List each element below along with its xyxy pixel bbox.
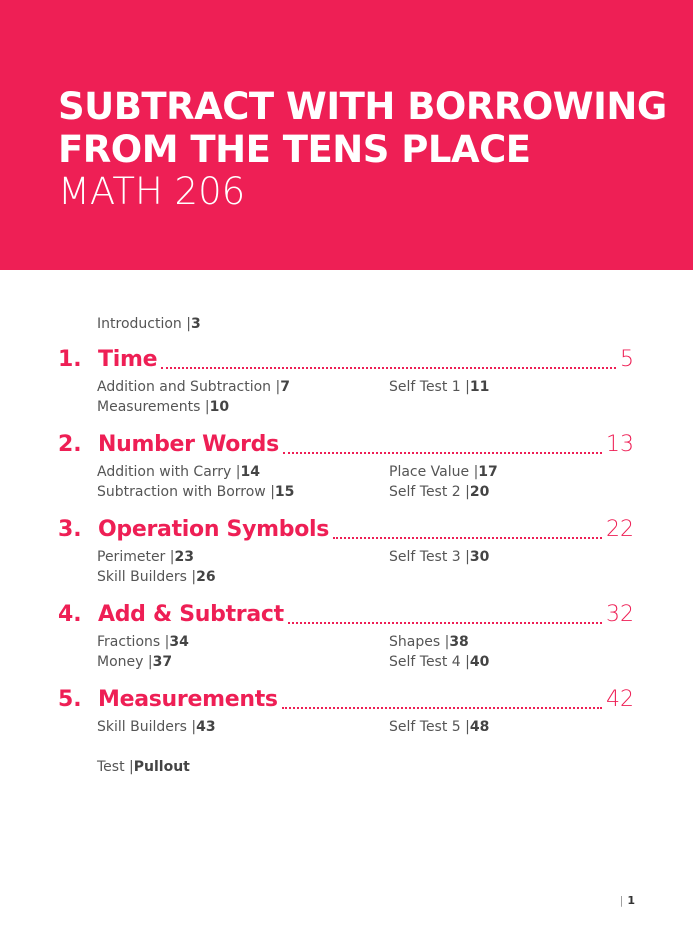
page-separator: | [275, 379, 281, 395]
subsection-label: Shapes [389, 634, 441, 650]
page-separator: | [204, 399, 210, 415]
introduction-label: Introduction [97, 316, 182, 332]
test-entry[interactable] [97, 759, 190, 775]
section-page: 32 [606, 602, 634, 627]
subsection-page: 37 [152, 654, 173, 670]
subsection-label: Measurements [97, 399, 201, 415]
subsection-label: Money [97, 654, 144, 670]
section-page: 42 [606, 687, 634, 712]
title-line-1: SUBTRACT WITH BORROWING [58, 85, 667, 128]
subsection-page: 48 [469, 719, 490, 735]
dot-leader [333, 537, 602, 539]
subsection-page: 20 [469, 484, 490, 500]
subsection-entry[interactable] [97, 719, 216, 735]
page-separator: | [164, 634, 170, 650]
subsection-page: 10 [209, 399, 230, 415]
section-page: 13 [606, 432, 634, 457]
test-page: Pullout [133, 759, 190, 775]
subsection-entry[interactable] [97, 549, 194, 565]
page-separator: | [465, 549, 470, 565]
section-title: Number Words [98, 432, 279, 457]
dot-leader [161, 367, 616, 369]
page-separator: | [147, 654, 153, 670]
page-footer [620, 894, 635, 907]
page-number: 1 [627, 894, 635, 907]
page-title [58, 85, 667, 171]
subsection-page: 11 [469, 379, 490, 395]
subsection-entry[interactable] [389, 464, 498, 480]
subsection-entry[interactable] [97, 569, 216, 585]
subsection-label: Self Test 3 [389, 549, 461, 565]
page-separator: | [191, 719, 197, 735]
dot-leader [282, 707, 602, 709]
subsection-entry[interactable] [389, 719, 489, 735]
dot-leader [283, 452, 602, 454]
introduction-entry[interactable] [97, 316, 201, 332]
page-separator: | [270, 484, 275, 500]
section-title: Operation Symbols [98, 517, 330, 542]
subsection-page: 38 [449, 634, 469, 650]
page-separator: | [465, 379, 470, 395]
page-separator: | [465, 654, 470, 670]
test-label: Test [97, 759, 125, 775]
page-separator: | [169, 549, 175, 565]
page-separator: | [129, 759, 134, 775]
subsection-page: 23 [174, 549, 194, 565]
subsection-entry[interactable] [97, 484, 294, 500]
subsection-label: Perimeter [97, 549, 166, 565]
subsection-label: Fractions [97, 634, 161, 650]
subsection-label: Skill Builders [97, 569, 187, 585]
section-heading[interactable] [58, 517, 634, 547]
subsection-label: Self Test 5 [389, 719, 461, 735]
section-heading[interactable] [58, 347, 634, 377]
page-separator: | [186, 316, 191, 332]
page-separator: | [235, 464, 241, 480]
page-separator: | [465, 719, 470, 735]
subsection-entry[interactable] [97, 634, 189, 650]
subsection-label: Self Test 2 [389, 484, 461, 500]
section-heading[interactable] [58, 687, 634, 717]
subsection-page: 17 [478, 464, 498, 480]
section-number: 1. [58, 347, 82, 372]
page-separator: | [191, 569, 197, 585]
subsection-entry[interactable] [389, 379, 489, 395]
subsection-entry[interactable] [389, 634, 469, 650]
subsection-entry[interactable] [97, 379, 290, 395]
section-number: 5. [58, 687, 82, 712]
section-heading[interactable] [58, 432, 634, 462]
course-code: MATH 206 [58, 170, 246, 213]
section-title: Time [98, 347, 158, 372]
section-number: 3. [58, 517, 82, 542]
subsection-label: Addition and Subtraction [97, 379, 272, 395]
subsection-page: 26 [196, 569, 216, 585]
header-banner [0, 0, 693, 270]
section-number: 2. [58, 432, 82, 457]
subsection-entry[interactable] [389, 654, 489, 670]
page-separator: | [465, 484, 470, 500]
section-page: 5 [620, 347, 634, 372]
section-heading[interactable] [58, 602, 634, 632]
subsection-label: Addition with Carry [97, 464, 232, 480]
section-number: 4. [58, 602, 82, 627]
subsection-label: Self Test 4 [389, 654, 461, 670]
section-title: Add & Subtract [98, 602, 284, 627]
introduction-page: 3 [190, 316, 201, 332]
subsection-label: Subtraction with Borrow [97, 484, 266, 500]
dot-leader [288, 622, 602, 624]
subsection-page: 40 [469, 654, 490, 670]
subsection-label: Place Value [389, 464, 470, 480]
subsection-label: Self Test 1 [389, 379, 461, 395]
page-separator: | [444, 634, 450, 650]
subsection-page: 7 [280, 379, 290, 395]
title-line-2: FROM THE TENS PLACE [58, 128, 531, 171]
subsection-label: Skill Builders [97, 719, 187, 735]
subsection-page: 15 [274, 484, 295, 500]
subsection-page: 30 [469, 549, 490, 565]
subsection-entry[interactable] [97, 464, 260, 480]
subsection-entry[interactable] [97, 399, 229, 415]
section-page: 22 [606, 517, 634, 542]
subsection-page: 43 [196, 719, 216, 735]
subsection-entry[interactable] [97, 654, 172, 670]
subsection-page: 34 [169, 634, 189, 650]
page-separator: | [473, 464, 479, 480]
subsection-entry[interactable] [389, 484, 489, 500]
section-title: Measurements [98, 687, 278, 712]
footer-separator: | [619, 894, 624, 907]
subsection-entry[interactable] [389, 549, 489, 565]
subsection-page: 14 [240, 464, 260, 480]
